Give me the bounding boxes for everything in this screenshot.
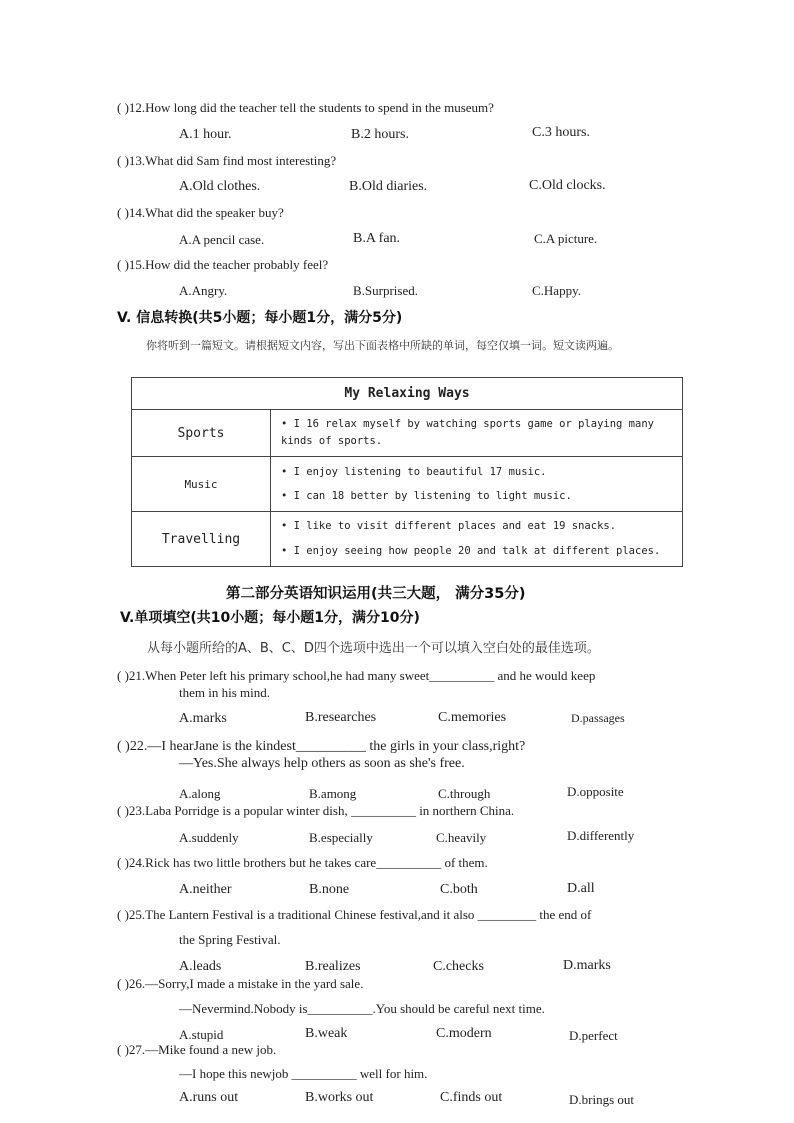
question-12-stem: ( )12.How long did the teacher tell the students to spend in the museum?: [117, 100, 494, 115]
question-23-option-a: A.suddenly: [179, 830, 239, 845]
question-21-stem: ( )21.When Peter left his primary school,he had many sweet__________ and he would keep: [117, 668, 596, 683]
section-v-heading: V. 信息转换(共5小题；每小题1分，满分5分): [117, 310, 403, 326]
sports-line-2: kinds of sports.: [281, 435, 383, 447]
table-row: [132, 410, 683, 457]
section-single-choice-heading: V.单项填空(共10小题；每小题1分，满分10分): [120, 610, 420, 626]
question-23-option-d: D.differently: [567, 828, 635, 843]
question-15-option-a: A.Angry.: [179, 283, 228, 298]
question-13-option-c: C.Old clocks.: [529, 178, 606, 193]
question-24-option-a: A.neither: [179, 882, 232, 897]
question-27-option-a: A.runs out: [179, 1090, 239, 1105]
question-14-option-b: B.A fan.: [353, 231, 401, 246]
question-27-option-b: B.works out: [305, 1090, 374, 1105]
part-two-heading: 第二部分英语知识运用(共三大题， 满分35分): [226, 586, 526, 602]
question-27-option-c: C.finds out: [440, 1090, 503, 1105]
question-22-option-a: A.along: [179, 786, 221, 801]
question-24-stem: ( )24.Rick has two little brothers but he takes care__________ of them.: [117, 855, 488, 870]
sports-line-1: • I 16 relax myself by watching sports game or playing many: [281, 418, 654, 430]
question-14-stem: ( )14.What did the speaker buy?: [117, 205, 284, 220]
relaxing-ways-table: [131, 377, 683, 567]
question-26-option-c: C.modern: [436, 1026, 492, 1041]
question-22-option-d: D.opposite: [567, 784, 624, 799]
question-14-option-a: A.A pencil case.: [179, 232, 265, 247]
question-14-option-c: C.A picture.: [534, 231, 598, 246]
question-27-stem: ( )27.—Mike found a new job.: [117, 1042, 277, 1057]
travelling-line-2: • I enjoy seeing how people 20 and talk at different places.: [281, 545, 661, 557]
table-row: [132, 512, 683, 567]
question-23-option-c: C.heavily: [436, 830, 487, 845]
question-12-option-c: C.3 hours.: [532, 125, 590, 140]
question-22-stem-continued: —Yes.She always help others as soon as she's free.: [179, 756, 465, 771]
table-row: [132, 457, 683, 512]
question-12-option-b: B.2 hours.: [351, 127, 409, 142]
question-26-option-d: D.perfect: [569, 1028, 618, 1043]
question-26-option-b: B.weak: [305, 1026, 348, 1041]
question-12-option-a: A.1 hour.: [179, 127, 232, 142]
question-13-option-b: B.Old diaries.: [349, 179, 428, 194]
question-21-option-c: C.memories: [438, 710, 507, 725]
question-24-option-b: B.none: [309, 882, 350, 897]
question-25-option-d: D.marks: [563, 958, 611, 973]
question-21-stem-continued: them in his mind.: [179, 685, 270, 700]
music-line-1: • I enjoy listening to beautiful 17 music.: [281, 466, 547, 478]
question-25-stem-continued: the Spring Festival.: [179, 932, 281, 947]
question-24-option-d: D.all: [567, 881, 595, 896]
question-21-option-d: D.passages: [571, 711, 625, 725]
question-26-option-a: A.stupid: [179, 1027, 224, 1042]
question-23-stem: ( )23.Laba Porridge is a popular winter dish, __________ in northern China.: [117, 803, 515, 818]
question-27-stem-continued: —I hope this newjob __________ well for him.: [179, 1066, 428, 1081]
question-21-option-a: A.marks: [179, 711, 227, 726]
table-title: My Relaxing Ways: [132, 378, 683, 410]
question-15-option-b: B.Surprised.: [353, 283, 418, 298]
question-22-option-c: C.through: [438, 786, 491, 801]
question-24-option-c: C.both: [440, 882, 478, 897]
category-travelling: Travelling: [132, 512, 271, 567]
question-27-option-d: D.brings out: [569, 1092, 634, 1107]
section-v-instruction: 你将听到一篇短文。请根据短文内容，写出下面表格中所缺的单词，每空仅填一词。短文读两遍。: [146, 339, 619, 352]
question-25-option-b: B.realizes: [305, 959, 361, 974]
question-15-option-c: C.Happy.: [532, 283, 581, 298]
question-13-option-a: A.Old clothes.: [179, 179, 261, 194]
question-13-stem: ( )13.What did Sam find most interesting?: [117, 153, 337, 168]
question-15-stem: ( )15.How did the teacher probably feel?: [117, 257, 329, 272]
question-26-stem: ( )26.—Sorry,I made a mistake in the yard sale.: [117, 976, 364, 991]
question-25-stem: ( )25.The Lantern Festival is a traditional Chinese festival,and it also _________ the end of: [117, 907, 592, 922]
question-26-stem-continued: —Nevermind.Nobody is__________.You should be careful next time.: [179, 1001, 545, 1016]
category-sports: Sports: [132, 410, 271, 457]
question-21-option-b: B.researches: [305, 710, 377, 725]
question-22-option-b: B.among: [309, 786, 357, 801]
travelling-line-1: • I like to visit different places and eat 19 snacks.: [281, 520, 617, 532]
question-23-option-b: B.especially: [309, 830, 373, 845]
music-line-2: • I can 18 better by listening to light music.: [281, 490, 572, 502]
question-25-option-c: C.checks: [433, 959, 484, 974]
section-single-choice-instruction: 从每小题所给的A、B、C、D四个选项中选出一个可以填入空白处的最佳选项。: [147, 641, 600, 656]
question-25-option-a: A.leads: [179, 959, 222, 974]
question-22-stem: ( )22.—I hearJane is the kindest__________ the girls in your class,right?: [117, 739, 526, 754]
category-music: Music: [132, 457, 271, 512]
